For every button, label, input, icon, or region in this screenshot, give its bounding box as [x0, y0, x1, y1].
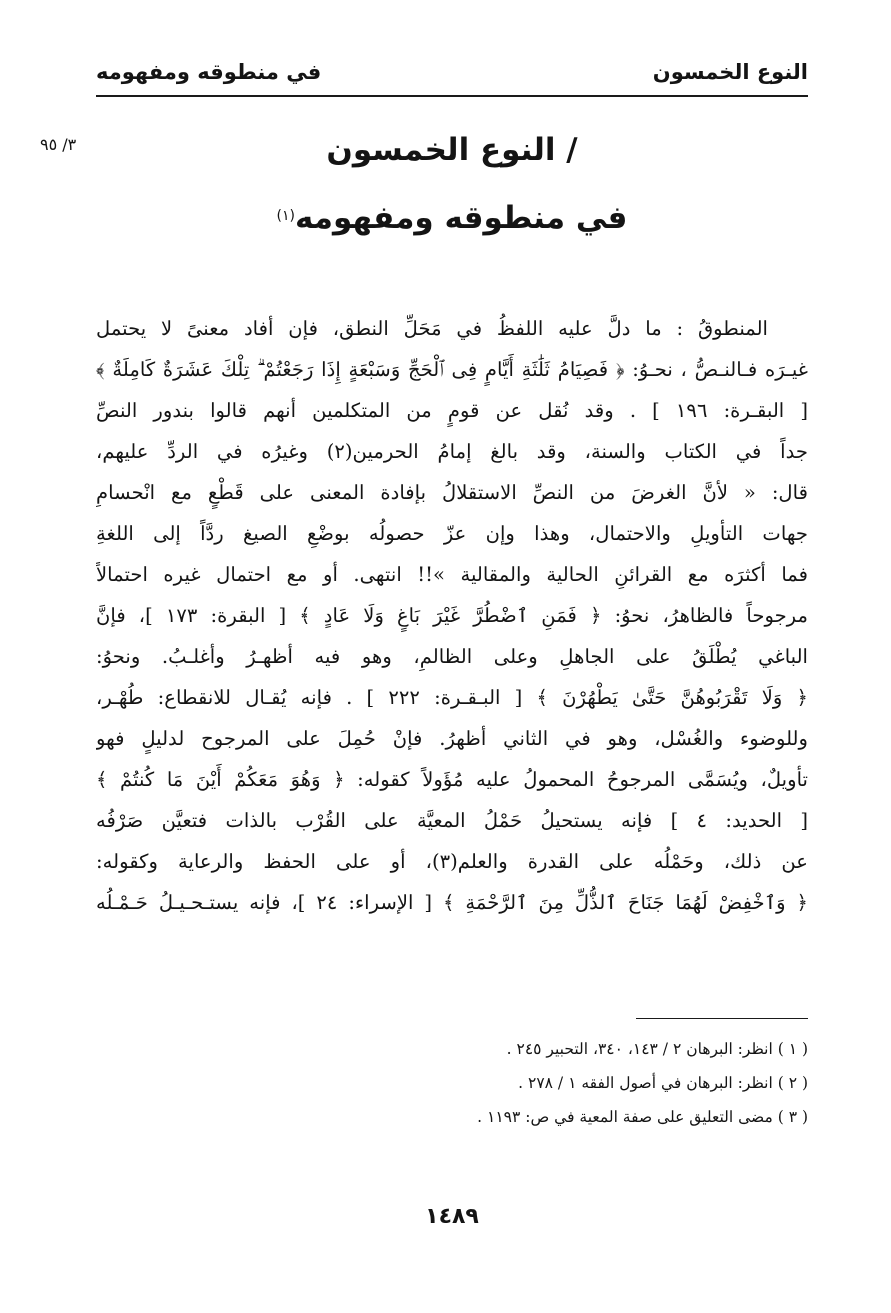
body-text	[96, 308, 808, 923]
footnote-2: ( ٢ ) انظر: البرهان في أصول الفقه ١ / ٢٧٨ .	[518, 1074, 808, 1092]
text-line: مرجوحاً فالظاهرُ، نحوُ: ﴿ فَمَنِ ٱضْطُرَّ غَيْرَ بَاغٍ وَلَا عَادٍ ﴾ [ البقرة: ١٧٣ ]، فإنَّ	[96, 604, 808, 627]
text-line: عن ذلك، وحَمْلُه على القدرة والعلم(٣)، أو على الحفظ والرعاية وكقوله:	[96, 850, 808, 873]
text-line: غيـرَه فـالنـصُّ ، نحـوُ: ﴿ فَصِيَامُ ثَلَٰثَةِ أَيَّامٍ فِى ٱلْحَجِّ وَسَبْعَةٍ إِذَا رَجَعْتُمْ ۗ تِلْكَ عَشَرَةٌ كَامِلَةٌ ﴾	[96, 358, 808, 381]
footnotes	[96, 1032, 808, 1134]
text-line: وللوضوء والغُسْل، وهو في الثاني أظهرُ. فإنْ حُمِلَ على المرجوح لدليلٍ فهو	[96, 727, 808, 750]
footnote-rule	[636, 1018, 808, 1019]
text-line: ﴿ وَٱخْفِضْ لَهُمَا جَنَاحَ ٱلذُّلِّ مِنَ ٱلرَّحْمَةِ ﴾ [ الإسراء: ٢٤ ]، فإنه يستـحـيـلُ حَـمْـلُه	[96, 891, 808, 914]
chapter-title: / النوع الخمسون	[326, 132, 578, 168]
running-header-chapter: النوع الخمسون	[652, 60, 808, 84]
chapter-subtitle-text: في منطوقه ومفهومه	[294, 200, 628, 236]
footnote-marker: (١)	[276, 208, 295, 224]
footnote-3: ( ٣ ) مضى التعليق على صفة المعية في ص: ١١٩٣ .	[477, 1108, 808, 1126]
page-number: ١٤٨٩	[425, 1204, 479, 1229]
text-line: جهات التأويلِ والاحتمال، وهذا وإن عزّ حصولُه بوضْعِ الصيغ ردَّاً إلى اللغةِ	[96, 522, 808, 545]
text-line: ﴿ وَلَا تَقْرَبُوهُنَّ حَتَّىٰ يَطْهُرْنَ ﴾ [ البـقـرة: ٢٢٢ ] . فإنه يُقـال للانقطاع: طُهْـر،	[96, 686, 808, 709]
text-line: [ الحديد: ٤ ] فإنه يستحيلُ حَمْلُ المعيَّة على القُرْب بالذات فتعيَّن صَرْفُه	[96, 809, 808, 832]
text-line: [ البقـرة: ١٩٦ ] . وقد نُقل عن قومٍ من المتكلمين أنهم قالوا بندور النصِّ	[96, 399, 808, 422]
header-rule	[96, 95, 808, 97]
text-line: قال: « لأنَّ الغرضَ من النصِّ الاستقلالُ بإفادة المعنى على قَطْعٍ مع انْحسامِ	[96, 481, 808, 504]
text-line: المنطوقُ : ما دلَّ عليه اللفظُ في مَحَلِّ النطق، فإن أفاد معنىً لا يحتمل	[96, 317, 768, 340]
text-line: جداً في الكتاب والسنة، وقد بالغ إمامُ الحرمين(٢) وغيرُه في الردِّ عليهم،	[96, 440, 808, 463]
chapter-subtitle	[96, 196, 808, 240]
footnote-1: ( ١ ) انظر: البرهان ٢ / ١٤٣، ٣٤٠، التحبير ٢٤٥ .	[506, 1040, 808, 1058]
running-header	[96, 50, 808, 94]
text-line: تأويلٌ، ويُسَمَّى المرجوحُ المحمولُ عليه مُؤَولاً كقوله: ﴿ وَهُوَ مَعَكُمْ أَيْنَ مَا كُنتُمْ ﴾	[96, 768, 808, 791]
margin-reference: ٣/ ٩٥	[40, 135, 77, 154]
text-line: الباغي يُطْلَقُ على الجاهلِ وعلى الظالمِ، وهو فيه أظهـرُ وأغلـبُ. ونحوُ:	[96, 645, 808, 668]
text-line: فما أكثرَه مع القرائنِ الحالية والمقالية »!! انتهى. أو مع احتمال غيره احتمالاً	[96, 563, 808, 586]
running-header-topic: في منطوقه ومفهومه	[96, 60, 322, 84]
